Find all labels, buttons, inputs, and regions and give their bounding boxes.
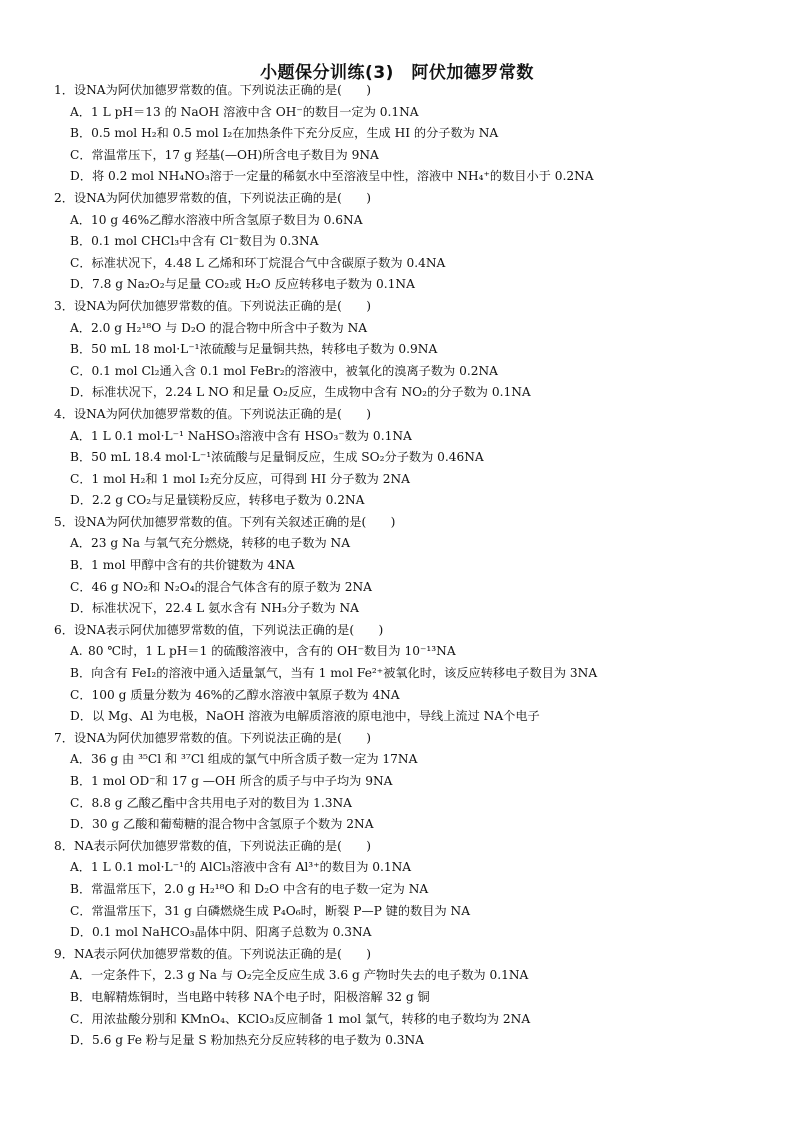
- option-text: 常温常压下，31 g 白磷燃烧生成 P₄O₆时，断裂 P—P 键的数目为 NA: [91, 903, 471, 918]
- answer-option: [54, 210, 754, 232]
- option-letter: D．: [70, 385, 92, 400]
- question-stem: [54, 404, 754, 426]
- question-list: [54, 80, 754, 1052]
- answer-option: [54, 663, 754, 685]
- option-text: 一定条件下，2.3 g Na 与 O₂完全反应生成 3.6 g 产物时失去的电子数为 0.1NA: [91, 968, 529, 983]
- option-text: 1 L 0.1 mol·L⁻¹的 AlCl₃溶液中含有 Al³⁺的数目为 0.1NA: [91, 860, 412, 875]
- answer-option: [54, 685, 754, 707]
- question-number: 3．: [54, 298, 74, 313]
- option-text: 10 g 46%乙醇水溶液中所含氢原子数目为 0.6NA: [91, 212, 363, 227]
- option-letter: B．: [70, 881, 92, 896]
- option-letter: C．: [70, 1011, 92, 1026]
- answer-option: [54, 145, 754, 167]
- answer-option: [54, 253, 754, 275]
- option-text: 30 g 乙酸和葡萄糖的混合物中含氢原子个数为 2NA: [91, 817, 374, 832]
- answer-option: [54, 382, 754, 404]
- option-letter: C．: [70, 903, 92, 918]
- question-stem: [54, 512, 754, 534]
- answer-option: [54, 1009, 754, 1031]
- answer-option: [54, 771, 754, 793]
- option-text: 2.0 g H₂¹⁸O 与 D₂O 的混合物中所含中子数为 NA: [91, 320, 368, 335]
- answer-option: [54, 231, 754, 253]
- answer-option: [54, 641, 754, 663]
- question-text: 设NA为阿伏加德罗常数的值。下列说法正确的是( ): [73, 406, 372, 421]
- option-letter: B．: [70, 666, 92, 681]
- option-letter: A．: [70, 752, 91, 767]
- option-letter: C．: [70, 579, 92, 594]
- question-text: 设NA为阿伏加德罗常数的值，下列说法正确的是( ): [73, 190, 372, 205]
- option-text: 标准状况下，4.48 L 乙烯和环丁烷混合气中含碳原子数为 0.4NA: [91, 255, 446, 270]
- answer-option: [54, 922, 754, 944]
- question-number: 1．: [54, 83, 74, 97]
- option-letter: C．: [70, 147, 92, 162]
- answer-option: [54, 598, 754, 620]
- answer-option: [54, 490, 754, 512]
- answer-option: [54, 426, 754, 448]
- option-text: 50 mL 18.4 mol·L⁻¹浓硫酸与足量铜反应，生成 SO₂分子数为 0.46NA: [91, 450, 484, 465]
- option-text: 常温常压下，2.0 g H₂¹⁸O 和 D₂O 中含有的电子数一定为 NA: [91, 881, 429, 896]
- answer-option: [54, 706, 754, 728]
- option-letter: A．: [70, 104, 91, 119]
- option-letter: D．: [70, 1033, 92, 1048]
- answer-option: [54, 555, 754, 577]
- answer-option: [54, 1030, 754, 1052]
- option-text: 用浓盐酸分别和 KMnO₄、KClO₃反应制备 1 mol 氯气，转移的电子数均为 2NA: [91, 1011, 531, 1026]
- option-letter: C．: [70, 795, 92, 810]
- question-stem: [54, 836, 754, 858]
- option-letter: B．: [70, 450, 92, 465]
- answer-option: [54, 447, 754, 469]
- answer-option: [54, 749, 754, 771]
- option-text: 0.5 mol H₂和 0.5 mol I₂在加热条件下充分反应，生成 HI 的分子数为 NA: [91, 126, 499, 141]
- question-text: 设NA为阿伏加德罗常数的值。下列说法正确的是( ): [73, 83, 372, 97]
- question-stem: [54, 80, 754, 102]
- option-text: 80 ℃时，1 L pH＝1 的硫酸溶液中，含有的 OH⁻数目为 10⁻¹³NA: [88, 644, 456, 659]
- option-text: 8.8 g 乙酸乙酯中含共用电子对的数目为 1.3NA: [91, 795, 352, 810]
- option-text: 常温常压下，17 g 羟基(—OH)所含电子数目为 9NA: [91, 147, 379, 162]
- answer-option: [54, 965, 754, 987]
- option-letter: D．: [70, 817, 92, 832]
- question-number: 6．: [54, 622, 74, 637]
- option-text: 将 0.2 mol NH₄NO₃溶于一定量的稀氨水中至溶液呈中性，溶液中 NH₄⁺的数目小于 0.2NA: [91, 169, 594, 184]
- option-text: 1 mol 甲醇中含有的共价键数为 4NA: [91, 558, 295, 573]
- question-stem: [54, 620, 754, 642]
- answer-option: [54, 533, 754, 555]
- option-letter: C．: [70, 255, 92, 270]
- answer-option: [54, 339, 754, 361]
- option-text: 7.8 g Na₂O₂与足量 CO₂或 H₂O 反应转移电子数为 0.1NA: [91, 277, 415, 292]
- option-text: 0.1 mol Cl₂通入含 0.1 mol FeBr₂的溶液中，被氧化的溴离子数为 0.2NA: [91, 363, 498, 378]
- question-text: 设NA为阿伏加德罗常数的值。下列有关叙述正确的是( ): [73, 514, 396, 529]
- option-letter: B．: [70, 342, 92, 357]
- option-letter: A．: [70, 968, 91, 983]
- option-text: 0.1 mol NaHCO₃晶体中阴、阳离子总数为 0.3NA: [91, 925, 372, 940]
- question-number: 8．: [54, 838, 74, 853]
- option-letter: D．: [70, 709, 92, 724]
- question-number: 9．: [54, 946, 74, 961]
- option-letter: B．: [70, 558, 92, 573]
- option-letter: B．: [70, 774, 92, 788]
- answer-option: [54, 318, 754, 340]
- option-text: 5.6 g Fe 粉与足量 S 粉加热充分反应转移的电子数为 0.3NA: [91, 1033, 424, 1048]
- answer-option: [54, 987, 754, 1009]
- option-text: 标准状况下，22.4 L 氨水含有 NH₃分子数为 NA: [91, 601, 359, 616]
- option-text: 46 g NO₂和 N₂O₄的混合气体含有的原子数为 2NA: [91, 579, 372, 594]
- option-letter: C．: [70, 687, 92, 702]
- question-stem: [54, 944, 754, 966]
- answer-option: [54, 469, 754, 491]
- option-letter: A．: [70, 536, 91, 551]
- option-text: 36 g 由 ³⁵Cl 和 ³⁷Cl 组成的氯气中所含质子数一定为 17NA: [91, 752, 418, 767]
- option-letter: B．: [70, 234, 92, 249]
- question-stem: [54, 296, 754, 318]
- answer-option: [54, 102, 754, 124]
- question-text: 设NA为阿伏加德罗常数的值。下列说法正确的是( ): [73, 730, 372, 745]
- option-text: 2.2 g CO₂与足量镁粉反应，转移电子数为 0.2NA: [91, 493, 365, 508]
- question-number: 2．: [54, 190, 74, 205]
- option-text: 0.1 mol CHCl₃中含有 Cl⁻数目为 0.3NA: [91, 234, 319, 249]
- option-text: 23 g Na 与氧气充分燃烧，转移的电子数为 NA: [91, 536, 351, 551]
- option-letter: A．: [70, 428, 91, 443]
- answer-option: [54, 166, 754, 188]
- option-text: 50 mL 18 mol·L⁻¹浓硫酸与足量铜共热，转移电子数为 0.9NA: [91, 342, 438, 357]
- answer-option: [54, 814, 754, 836]
- option-text: 1 L 0.1 mol·L⁻¹ NaHSO₃溶液中含有 HSO₃⁻数为 0.1NA: [91, 428, 412, 443]
- option-text: 向含有 FeI₂的溶液中通入适量氯气，当有 1 mol Fe²⁺被氧化时，该反应转移电子数目为 3NA: [91, 666, 598, 681]
- option-letter: D．: [70, 493, 92, 508]
- option-text: 100 g 质量分数为 46%的乙醇水溶液中氧原子数为 4NA: [91, 687, 400, 702]
- question-stem: [54, 728, 754, 750]
- answer-option: [54, 879, 754, 901]
- option-letter: D．: [70, 601, 92, 616]
- option-letter: D．: [70, 169, 92, 184]
- option-text: 1 mol H₂和 1 mol I₂充分反应，可得到 HI 分子数为 2NA: [91, 471, 410, 486]
- option-letter: B．: [70, 989, 92, 1004]
- option-text: 电解精炼铜时，当电路中转移 NA个电子时，阳极溶解 32 g 铜: [91, 989, 430, 1004]
- question-number: 7．: [54, 730, 74, 745]
- option-text: 以 Mg、Al 为电极，NaOH 溶液为电解质溶液的原电池中，导线上流过 NA个电子: [91, 709, 540, 724]
- option-letter: C．: [70, 471, 92, 486]
- option-letter: A．: [70, 212, 91, 227]
- question-text: 设NA为阿伏加德罗常数的值。下列说法正确的是( ): [73, 298, 372, 313]
- option-letter: C．: [70, 363, 92, 378]
- question-text: NA表示阿伏加德罗常数的值。下列说法正确的是( ): [73, 946, 372, 961]
- answer-option: [54, 793, 754, 815]
- option-letter: A．: [70, 860, 91, 875]
- option-letter: B．: [70, 126, 92, 141]
- answer-option: [54, 274, 754, 296]
- question-text: NA表示阿伏加德罗常数的值，下列说法正确的是( ): [73, 838, 372, 853]
- question-text: 设NA表示阿伏加德罗常数的值，下列说法正确的是( ): [73, 622, 384, 637]
- option-letter: A．: [70, 320, 91, 335]
- answer-option: [54, 857, 754, 879]
- answer-option: [54, 361, 754, 383]
- answer-option: [54, 901, 754, 923]
- page-title: 小题保分训练(3) 阿伏加德罗常数: [260, 63, 534, 83]
- option-letter: A.: [70, 644, 83, 659]
- answer-option: [54, 123, 754, 145]
- option-letter: D．: [70, 925, 92, 940]
- question-stem: [54, 188, 754, 210]
- option-text: 标准状况下，2.24 L NO 和足量 O₂反应，生成物中含有 NO₂的分子数为 0.1NA: [91, 385, 531, 400]
- question-number: 4．: [54, 406, 74, 421]
- answer-option: [54, 577, 754, 599]
- question-number: 5．: [54, 514, 74, 529]
- option-letter: D．: [70, 277, 92, 292]
- option-text: 1 L pH＝13 的 NaOH 溶液中含 OH⁻的数目一定为 0.1NA: [91, 104, 419, 119]
- option-text: 1 mol OD⁻和 17 g —OH 所含的质子与中子均为 9NA: [91, 774, 393, 788]
